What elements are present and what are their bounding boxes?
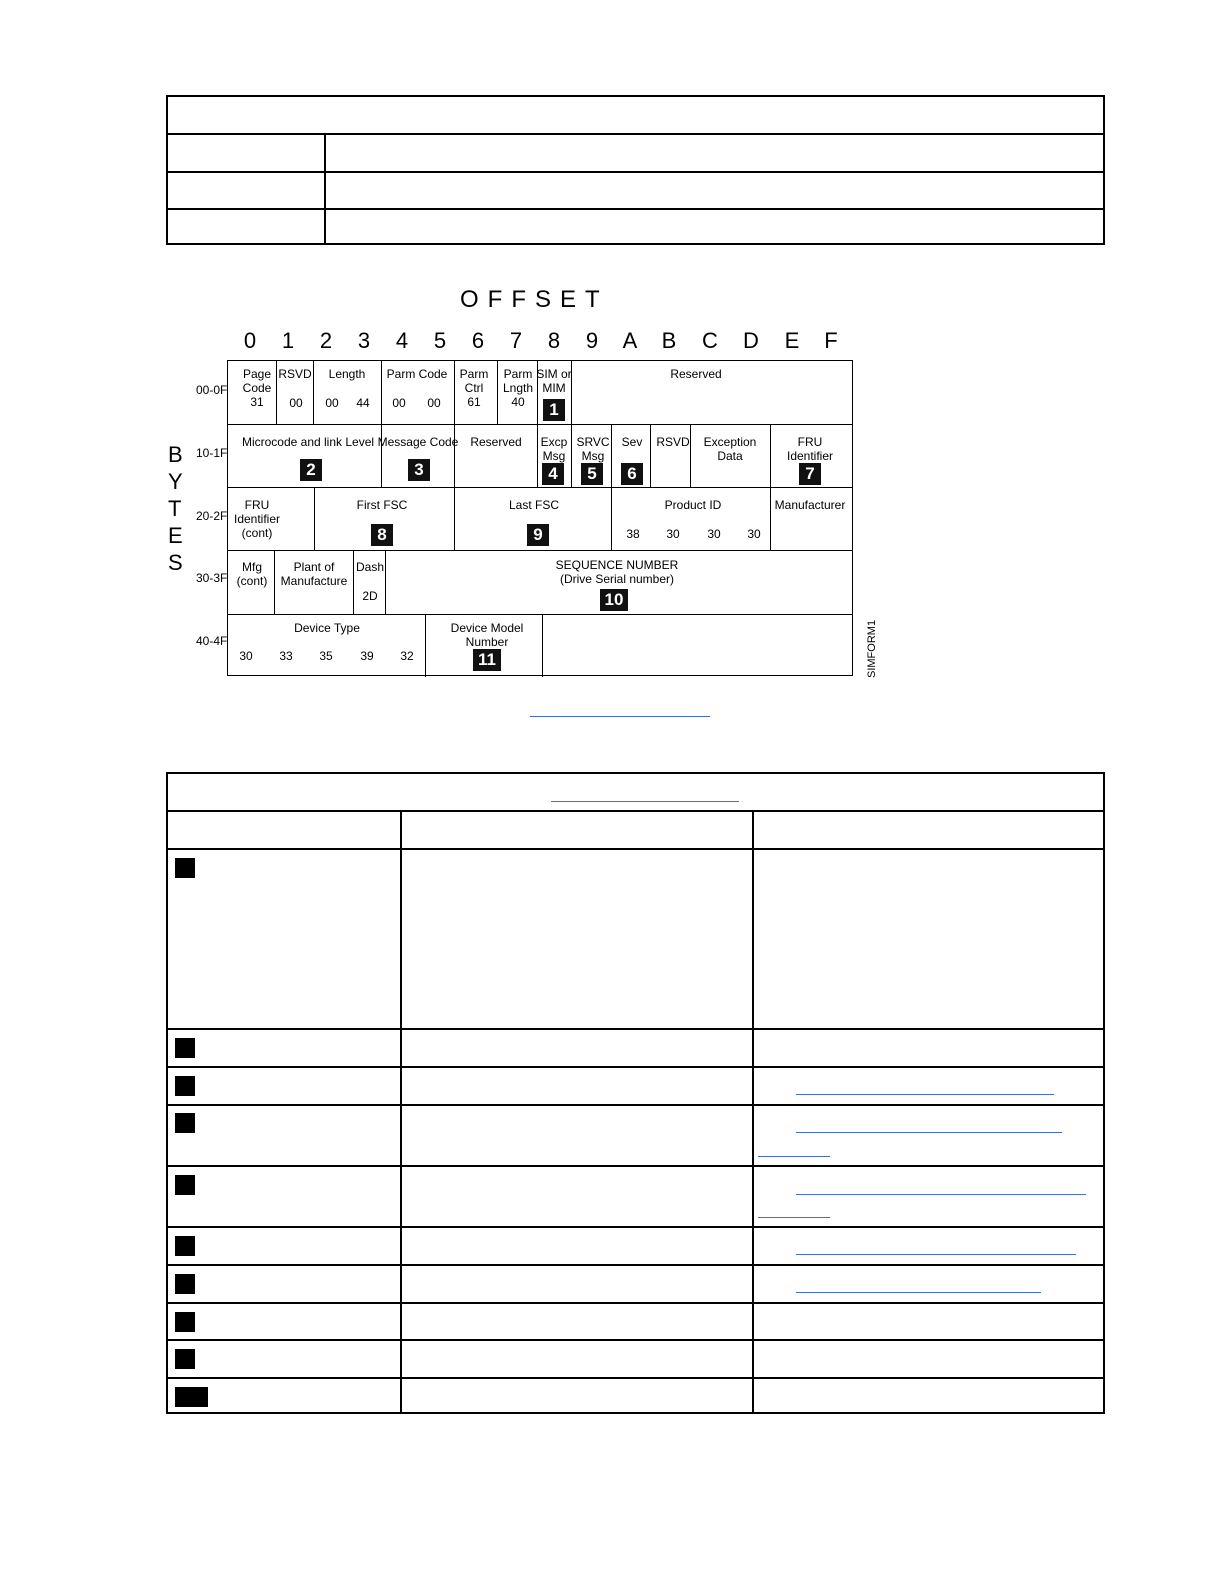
first-fsc-cell: First FSC	[356, 498, 408, 512]
device-type-cell: Device Type	[294, 621, 360, 635]
hex-column-label: 1	[281, 328, 295, 353]
marker-block	[175, 1236, 195, 1256]
marker-block	[175, 1387, 208, 1407]
parm-code-cell: Parm Code	[386, 367, 448, 381]
reference-link[interactable]	[796, 1132, 1062, 1133]
marker-1: 1	[543, 399, 565, 421]
parm-lngth-cell: Parm Lngth 40	[502, 367, 534, 409]
length-cell: Length	[328, 367, 366, 381]
page-code-cell: Page Code 31	[242, 367, 272, 409]
hex-column-label: 9	[585, 328, 599, 353]
table-row	[168, 1226, 1103, 1228]
marker-block	[175, 858, 195, 878]
bytes-letter: B	[168, 442, 183, 467]
device-model-number-cell: Device Model Number	[450, 621, 524, 649]
fru-identifier-cell: FRU Identifier	[786, 435, 834, 463]
table-row	[168, 1066, 1103, 1068]
table-row	[168, 1339, 1103, 1341]
microcode-cell: Microcode and link Level	[241, 435, 375, 449]
column-divider	[324, 133, 326, 243]
marker-block	[175, 1349, 195, 1369]
parm-code-value: 00	[392, 396, 406, 410]
row-label: 10-1F	[196, 446, 228, 460]
table-row	[168, 1264, 1103, 1266]
marker-block	[175, 1113, 195, 1133]
bytes-letter: S	[168, 550, 183, 575]
row-label: 40-4F	[196, 634, 228, 648]
hex-column-label: 2	[319, 328, 333, 353]
reference-link[interactable]	[758, 1156, 830, 1157]
table-row	[168, 1028, 1103, 1030]
marker-block	[175, 1175, 195, 1195]
hex-column-label: 4	[395, 328, 409, 353]
offset-title: OFFSET	[460, 286, 609, 313]
sev-cell: Sev	[621, 435, 643, 449]
row-label: 00-0F	[196, 383, 228, 397]
figure-caption-link[interactable]	[530, 716, 710, 717]
table-row	[168, 848, 1103, 850]
top-table	[166, 95, 1105, 245]
rsvd-value: 00	[289, 396, 303, 410]
table-caption-link[interactable]	[551, 801, 739, 802]
marker-3: 3	[408, 459, 430, 481]
marker-2: 2	[300, 459, 322, 481]
table-row	[168, 1302, 1103, 1304]
device-type-value: 33	[279, 649, 293, 663]
reference-link[interactable]	[796, 1292, 1041, 1293]
column-divider	[400, 810, 402, 1412]
bytes-letter: E	[168, 523, 183, 548]
hex-column-label: F	[824, 328, 838, 353]
parm-code-value: 00	[427, 396, 441, 410]
table-row	[168, 1165, 1103, 1167]
rsvd-cell: RSVD	[278, 367, 312, 381]
parm-ctrl-cell: Parm Ctrl 61	[459, 367, 489, 409]
marker-4: 4	[542, 463, 564, 485]
sim-mim-cell: SIM or MIM	[536, 367, 572, 395]
column-divider	[752, 810, 754, 1412]
rsvd-cell: RSVD	[656, 435, 690, 449]
marker-block	[175, 1312, 195, 1332]
hex-column-label: E	[784, 328, 800, 353]
hex-column-label: 3	[357, 328, 371, 353]
marker-block	[175, 1038, 195, 1058]
reserved-cell: Reserved	[670, 367, 722, 381]
marker-5: 5	[581, 463, 603, 485]
message-code-cell: Message Code	[377, 435, 459, 449]
table-row	[168, 208, 1103, 210]
length-value: 44	[356, 396, 370, 410]
hex-column-label: 5	[433, 328, 447, 353]
device-type-value: 32	[400, 649, 414, 663]
marker-6: 6	[621, 463, 643, 485]
marker-9: 9	[527, 524, 549, 546]
sequence-number-cell: SEQUENCE NUMBER (Drive Serial number)	[555, 558, 679, 586]
marker-11: 11	[473, 649, 501, 671]
device-type-value: 35	[319, 649, 333, 663]
reserved-cell: Reserved	[470, 435, 522, 449]
table-row	[168, 1377, 1103, 1379]
marker-10: 10	[600, 589, 628, 611]
hex-column-label: 8	[547, 328, 561, 353]
marker-block	[175, 1076, 195, 1096]
device-type-value: 30	[239, 649, 253, 663]
dash-value: 2D	[362, 589, 378, 603]
reference-link[interactable]	[796, 1194, 1086, 1195]
product-id-value: 30	[747, 527, 761, 541]
product-id-value: 30	[666, 527, 680, 541]
product-id-value: 38	[626, 527, 640, 541]
srvc-msg-cell: SRVC Msg	[576, 435, 610, 463]
marker-8: 8	[371, 524, 393, 546]
dash-cell: Dash	[355, 560, 385, 574]
reference-link[interactable]	[796, 1254, 1076, 1255]
product-id-value: 30	[707, 527, 721, 541]
hex-column-label: C	[702, 328, 718, 353]
table-row	[168, 1104, 1103, 1106]
row-label: 30-3F	[196, 571, 228, 585]
length-value: 00	[325, 396, 339, 410]
product-id-cell: Product ID	[664, 498, 722, 512]
reference-link[interactable]	[758, 1217, 830, 1218]
manufacturer-cell: Manufacturer	[774, 498, 846, 512]
hex-column-label: B	[661, 328, 677, 353]
table-row	[168, 133, 1103, 135]
fru-cont-cell: FRU Identifier (cont)	[233, 498, 281, 540]
bytes-letter: Y	[168, 469, 183, 494]
reference-link[interactable]	[796, 1094, 1054, 1095]
figure-id: SIMFORM1	[866, 619, 878, 678]
hex-column-label: 0	[243, 328, 257, 353]
table-row	[168, 171, 1103, 173]
hex-column-label: 6	[471, 328, 485, 353]
excp-msg-cell: Excp Msg	[540, 435, 568, 463]
exception-data-cell: Exception Data	[703, 435, 757, 463]
hex-column-label: A	[622, 328, 638, 353]
device-type-value: 39	[360, 649, 374, 663]
row-label: 20-2F	[196, 509, 228, 523]
mfg-cont-cell: Mfg (cont)	[236, 560, 268, 588]
marker-block	[175, 1274, 195, 1294]
table-row	[168, 810, 1103, 812]
bytes-letter: T	[168, 496, 182, 521]
marker-7: 7	[799, 463, 821, 485]
hex-column-label: 7	[509, 328, 523, 353]
hex-column-label: D	[743, 328, 759, 353]
plant-of-manufacture-cell: Plant of Manufacture	[280, 560, 348, 588]
sim-format-diagram	[160, 280, 900, 700]
last-fsc-cell: Last FSC	[508, 498, 560, 512]
byte-grid	[227, 360, 853, 676]
bottom-table	[166, 772, 1105, 1414]
